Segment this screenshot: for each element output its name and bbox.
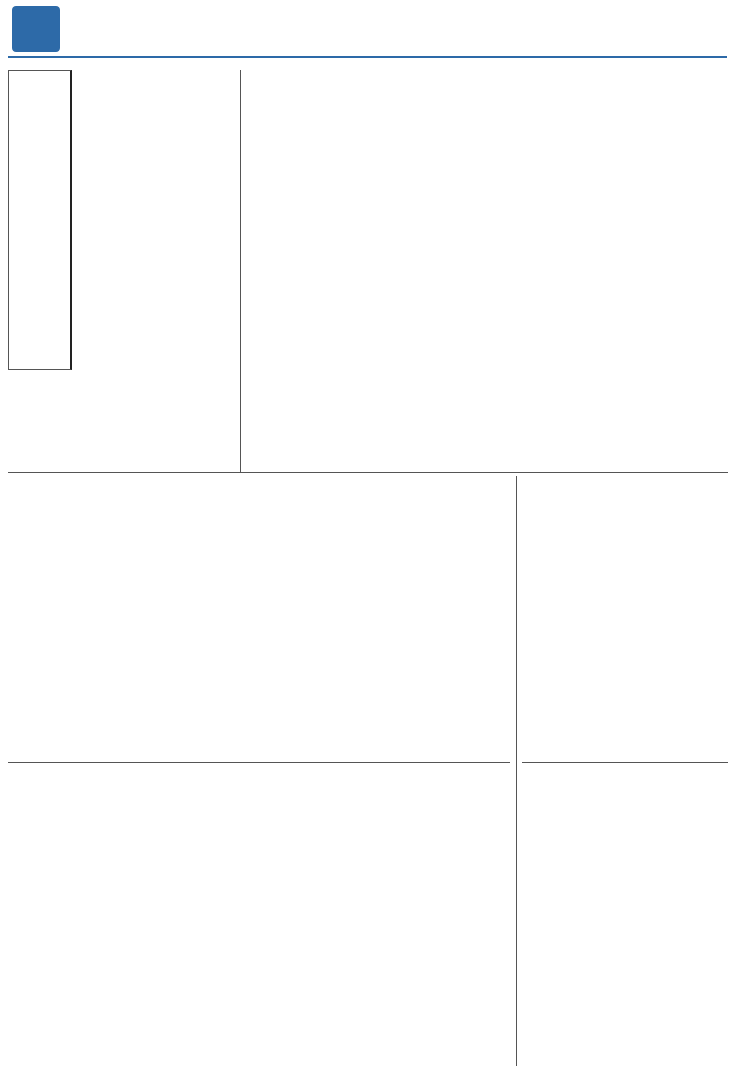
header-rule bbox=[8, 56, 727, 58]
article-5-body bbox=[8, 812, 508, 1062]
section-divider bbox=[8, 762, 510, 763]
page-header bbox=[0, 0, 735, 62]
page-number bbox=[12, 6, 60, 52]
article-3-body bbox=[8, 536, 508, 758]
section-divider bbox=[522, 762, 728, 763]
article-2-body bbox=[250, 128, 728, 468]
column-divider bbox=[516, 476, 517, 1066]
section-divider bbox=[8, 472, 728, 473]
article-6-body bbox=[524, 812, 728, 1062]
article-1-title bbox=[9, 71, 21, 369]
article-1-body bbox=[80, 78, 232, 400]
article-1-title-box bbox=[8, 70, 72, 370]
column-divider bbox=[240, 70, 241, 472]
article-4-body bbox=[524, 530, 728, 756]
